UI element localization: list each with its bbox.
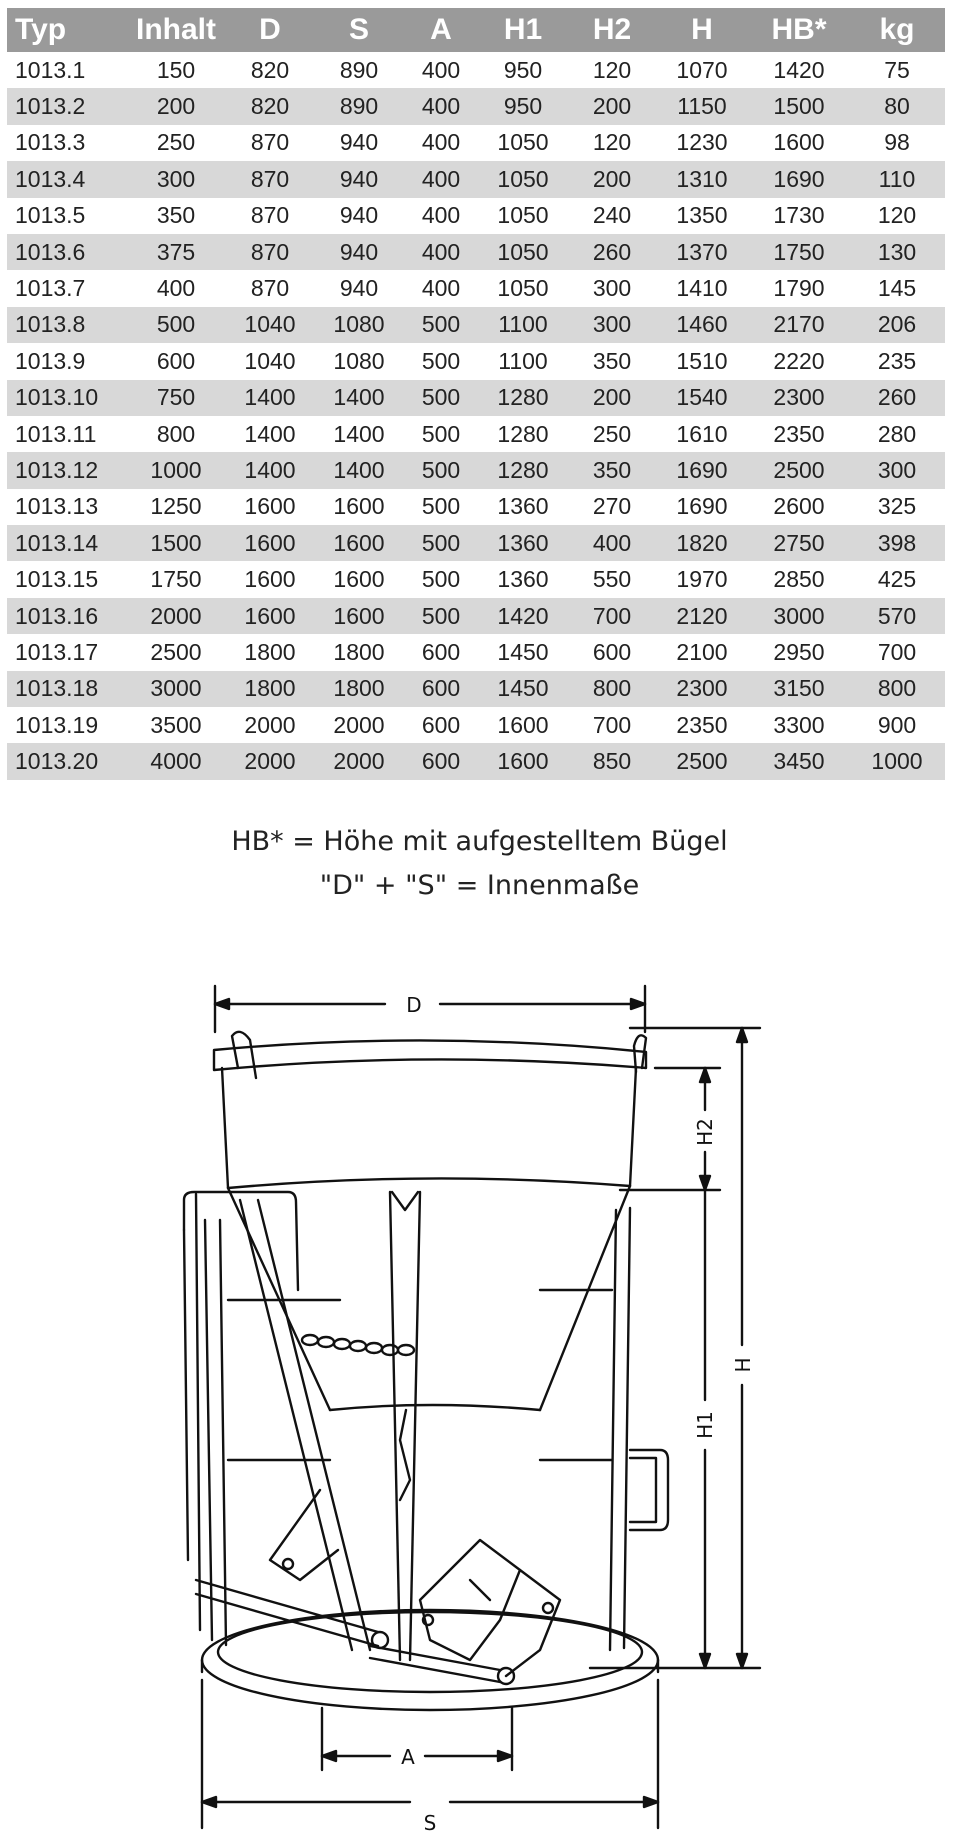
table-cell: 2500 <box>150 638 202 665</box>
table-cell: 1690 <box>676 493 728 520</box>
table-cell: 375 <box>125 234 227 270</box>
table-cell: 235 <box>877 347 917 374</box>
table-row <box>7 489 945 525</box>
table-row <box>7 525 945 561</box>
table-cell: 2500 <box>749 452 849 488</box>
table-cell: 1500 <box>125 525 227 561</box>
table-cell: 398 <box>849 525 945 561</box>
table-cell: 940 <box>339 275 379 302</box>
table-cell: 1050 <box>497 129 549 156</box>
table-cell: 1250 <box>150 493 202 520</box>
table-cell: 1600 <box>773 129 825 156</box>
column-header: H1 <box>477 8 569 52</box>
table-cell: 1800 <box>244 638 296 665</box>
table-cell: 800 <box>156 420 196 447</box>
table-cell: 2850 <box>773 566 825 593</box>
table-row <box>7 125 945 161</box>
table-cell: 2350 <box>676 711 728 738</box>
table-cell: 2100 <box>676 638 728 665</box>
table-cell: 1600 <box>477 743 569 779</box>
table-cell: 206 <box>849 307 945 343</box>
table-cell: 2000 <box>227 743 313 779</box>
table-cell: 1013.2 <box>7 88 125 124</box>
table-cell: 1280 <box>477 380 569 416</box>
table-cell: 200 <box>569 380 655 416</box>
table-cell: 1280 <box>477 452 569 488</box>
table-cell: 300 <box>125 161 227 197</box>
table-cell: 2000 <box>333 711 385 738</box>
table-cell: 1013.10 <box>7 380 125 416</box>
table-cell: 2500 <box>655 743 749 779</box>
column-header: HB* <box>749 8 849 52</box>
bucket-frame <box>184 1192 668 1650</box>
table-cell: 130 <box>849 234 945 270</box>
table-cell: 1013.7 <box>15 275 86 302</box>
table-cell: 1460 <box>655 307 749 343</box>
table-row <box>7 270 945 306</box>
table-cell: 1050 <box>477 161 569 197</box>
table-cell: 1600 <box>244 493 296 520</box>
table-cell: 1013.5 <box>15 202 86 229</box>
table-cell: 270 <box>592 493 632 520</box>
table-cell: 940 <box>313 161 405 197</box>
table-cell: 3300 <box>773 711 825 738</box>
table-row <box>7 88 945 124</box>
table-cell: 2220 <box>773 347 825 374</box>
table-cell: 4000 <box>125 743 227 779</box>
table-cell: 350 <box>569 452 655 488</box>
table-cell: 3150 <box>749 671 849 707</box>
table-cell: 940 <box>339 202 379 229</box>
table-cell: 850 <box>569 743 655 779</box>
table-cell: 1040 <box>244 347 296 374</box>
table-cell: 1800 <box>333 638 385 665</box>
table-cell: 1400 <box>313 380 405 416</box>
table-cell: 145 <box>877 275 917 302</box>
table-cell: 900 <box>877 711 917 738</box>
table-cell: 3000 <box>749 598 849 634</box>
table-cell: 600 <box>592 638 632 665</box>
table-cell: 150 <box>156 56 196 83</box>
bucket-chain <box>302 1335 414 1355</box>
table-cell: 200 <box>125 88 227 124</box>
table-cell: 200 <box>569 88 655 124</box>
table-cell: 870 <box>250 129 290 156</box>
table-cell: 700 <box>592 711 632 738</box>
table-cell: 1510 <box>676 347 728 374</box>
table-row <box>7 161 945 197</box>
table-cell: 1750 <box>150 566 202 593</box>
table-cell: 600 <box>421 638 461 665</box>
column-header: D <box>227 8 313 52</box>
table-cell: 600 <box>421 711 461 738</box>
table-cell: 260 <box>569 234 655 270</box>
table-cell: 500 <box>421 420 461 447</box>
table-cell: 1370 <box>655 234 749 270</box>
table-row <box>7 743 945 779</box>
table-cell: 350 <box>156 202 196 229</box>
table-cell: 1400 <box>244 420 296 447</box>
table-cell: 350 <box>592 347 632 374</box>
table-cell: 1013.18 <box>7 671 125 707</box>
table-cell: 400 <box>421 202 461 229</box>
table-cell: 1080 <box>313 307 405 343</box>
table-cell: 600 <box>405 671 477 707</box>
dimension-a <box>322 1708 512 1770</box>
table-cell: 3000 <box>125 671 227 707</box>
table-cell: 1100 <box>477 307 569 343</box>
table-cell: 300 <box>592 275 632 302</box>
spec-table-container <box>7 8 945 780</box>
column-header: Typ <box>7 8 125 52</box>
table-cell: 1013.6 <box>7 234 125 270</box>
table-row <box>7 380 945 416</box>
table-row <box>7 234 945 270</box>
table-cell: 1750 <box>749 234 849 270</box>
table-cell: 2000 <box>125 598 227 634</box>
table-cell: 250 <box>592 420 632 447</box>
table-cell: 2950 <box>773 638 825 665</box>
column-header: H2 <box>569 8 655 52</box>
table-cell: 260 <box>849 380 945 416</box>
table-cell: 1050 <box>497 202 549 229</box>
table-body <box>7 52 945 780</box>
table-row <box>7 707 945 743</box>
table-cell: 940 <box>313 234 405 270</box>
table-cell: 1360 <box>477 525 569 561</box>
table-cell: 2300 <box>655 671 749 707</box>
table-cell: 2350 <box>773 420 825 447</box>
table-cell: 1600 <box>227 598 313 634</box>
table-cell: 400 <box>156 275 196 302</box>
table-cell: 1820 <box>655 525 749 561</box>
table-cell: 1600 <box>497 711 549 738</box>
table-cell: 600 <box>405 743 477 779</box>
table-cell: 400 <box>405 88 477 124</box>
dimension-s <box>202 1680 658 1835</box>
table-cell: 500 <box>405 307 477 343</box>
table-cell: 550 <box>592 566 632 593</box>
table-cell: 1400 <box>333 420 385 447</box>
table-cell: 800 <box>849 671 945 707</box>
table-cell: 750 <box>125 380 227 416</box>
table-cell: 1350 <box>676 202 728 229</box>
table-cell: 1013.3 <box>15 129 86 156</box>
note-hb: HB* = Höhe mit aufgestelltem Bügel <box>231 826 728 857</box>
label-h2: H2 <box>693 1118 717 1146</box>
table-cell: 325 <box>877 493 917 520</box>
table-cell: 1230 <box>676 129 728 156</box>
table-cell: 400 <box>421 56 461 83</box>
table-cell: 2170 <box>749 307 849 343</box>
label-h1: H1 <box>693 1411 717 1439</box>
table-cell: 2120 <box>655 598 749 634</box>
table-cell: 1600 <box>333 566 385 593</box>
table-cell: 400 <box>421 129 461 156</box>
table-cell: 500 <box>405 525 477 561</box>
table-cell: 1400 <box>313 452 405 488</box>
table-cell: 1013.13 <box>15 493 99 520</box>
label-d: D <box>406 993 422 1017</box>
table-cell: 500 <box>421 347 461 374</box>
column-header: H <box>655 8 749 52</box>
column-header: A <box>405 8 477 52</box>
notes <box>0 820 959 908</box>
table-cell: 1100 <box>498 347 548 374</box>
table-cell: 1420 <box>773 56 825 83</box>
table-cell: 1150 <box>655 88 749 124</box>
table-cell: 2600 <box>773 493 825 520</box>
table-cell: 110 <box>849 161 945 197</box>
table-cell: 1013.14 <box>7 525 125 561</box>
table-cell: 120 <box>592 129 632 156</box>
table-cell: 425 <box>877 566 917 593</box>
table-cell: 500 <box>421 493 461 520</box>
table-cell: 400 <box>569 525 655 561</box>
label-h: H <box>731 1357 755 1373</box>
table-cell: 950 <box>477 88 569 124</box>
label-a: A <box>401 1745 415 1769</box>
table-cell: 120 <box>592 56 632 83</box>
table-cell: 1600 <box>333 493 385 520</box>
table-cell: 870 <box>227 234 313 270</box>
table-cell: 1400 <box>227 452 313 488</box>
table-cell: 1800 <box>227 671 313 707</box>
table-cell: 1013.11 <box>15 420 97 447</box>
table-cell: 240 <box>592 202 632 229</box>
table-cell: 1500 <box>749 88 849 124</box>
table-cell: 1690 <box>655 452 749 488</box>
table-cell: 1310 <box>655 161 749 197</box>
table-cell: 500 <box>405 598 477 634</box>
table-cell: 400 <box>405 161 477 197</box>
table-cell: 890 <box>339 56 379 83</box>
table-cell: 1450 <box>477 671 569 707</box>
table-cell: 1280 <box>497 420 549 447</box>
table-row <box>7 416 945 452</box>
table-cell: 1040 <box>227 307 313 343</box>
table-cell: 2000 <box>313 743 405 779</box>
table-row <box>7 671 945 707</box>
table-cell: 890 <box>313 88 405 124</box>
table-cell: 870 <box>250 202 290 229</box>
table-cell: 500 <box>421 566 461 593</box>
table-cell: 3450 <box>749 743 849 779</box>
dimension-d <box>215 986 645 1032</box>
table-cell: 300 <box>849 452 945 488</box>
column-header: kg <box>849 8 945 52</box>
table-cell: 1690 <box>749 161 849 197</box>
table-cell: 870 <box>250 275 290 302</box>
table-cell: 1400 <box>227 380 313 416</box>
table-cell: 1013.12 <box>7 452 125 488</box>
table-cell: 1730 <box>773 202 825 229</box>
table-row <box>7 307 945 343</box>
table-cell: 1600 <box>313 598 405 634</box>
table-row <box>7 52 945 88</box>
table-cell: 1013.9 <box>15 347 86 374</box>
table-row <box>7 343 945 379</box>
table-cell: 1013.20 <box>7 743 125 779</box>
table-cell: 300 <box>569 307 655 343</box>
table-cell: 1410 <box>676 275 728 302</box>
table-cell: 1360 <box>497 493 549 520</box>
table-cell: 600 <box>156 347 196 374</box>
table-cell: 98 <box>884 129 910 156</box>
table-cell: 700 <box>877 638 917 665</box>
table-cell: 870 <box>227 161 313 197</box>
table-cell: 400 <box>421 275 461 302</box>
table-cell: 120 <box>877 202 917 229</box>
table-cell: 1080 <box>333 347 385 374</box>
table-row <box>7 561 945 597</box>
table-cell: 1013.17 <box>15 638 99 665</box>
table-cell: 1600 <box>313 525 405 561</box>
column-header: Inhalt <box>125 8 227 52</box>
table-cell: 2000 <box>244 711 296 738</box>
label-s: S <box>423 1811 437 1835</box>
table-cell: 1013.16 <box>7 598 125 634</box>
table-cell: 820 <box>250 56 290 83</box>
concrete-bucket-drawing <box>0 960 959 1840</box>
table-cell: 1013.19 <box>15 711 99 738</box>
table-cell: 800 <box>569 671 655 707</box>
table-cell: 500 <box>405 380 477 416</box>
table-cell: 1013.8 <box>7 307 125 343</box>
table-cell: 1050 <box>497 275 549 302</box>
table-cell: 1013.1 <box>15 56 86 83</box>
table-cell: 700 <box>569 598 655 634</box>
spec-table <box>7 8 945 780</box>
table-cell: 75 <box>884 56 910 83</box>
header-row <box>7 8 945 52</box>
table-cell: 1450 <box>497 638 549 665</box>
table-row <box>7 198 945 234</box>
table-cell: 280 <box>877 420 917 447</box>
table-header <box>7 8 945 52</box>
table-cell: 1070 <box>676 56 728 83</box>
table-cell: 1610 <box>676 420 728 447</box>
table-cell: 80 <box>849 88 945 124</box>
table-cell: 500 <box>405 452 477 488</box>
table-cell: 1600 <box>244 566 296 593</box>
table-cell: 950 <box>503 56 543 83</box>
table-row <box>7 452 945 488</box>
table-cell: 500 <box>125 307 227 343</box>
note-inner-dimensions: "D" + "S" = Innenmaße <box>319 870 640 901</box>
table-cell: 250 <box>156 129 196 156</box>
table-row <box>7 598 945 634</box>
table-cell: 1000 <box>125 452 227 488</box>
table-cell: 200 <box>569 161 655 197</box>
table-row <box>7 634 945 670</box>
table-cell: 2300 <box>749 380 849 416</box>
table-cell: 1540 <box>655 380 749 416</box>
table-cell: 1790 <box>773 275 825 302</box>
table-cell: 1013.15 <box>15 566 99 593</box>
table-cell: 3500 <box>150 711 202 738</box>
table-cell: 1420 <box>477 598 569 634</box>
table-cell: 1013.4 <box>7 161 125 197</box>
table-cell: 2750 <box>749 525 849 561</box>
table-cell: 1800 <box>313 671 405 707</box>
table-cell: 1600 <box>227 525 313 561</box>
table-cell: 1360 <box>497 566 549 593</box>
table-cell: 1970 <box>676 566 728 593</box>
table-cell: 1000 <box>849 743 945 779</box>
table-cell: 940 <box>339 129 379 156</box>
dimension-heights <box>590 1028 760 1668</box>
table-cell: 570 <box>849 598 945 634</box>
table-cell: 820 <box>227 88 313 124</box>
column-header: S <box>313 8 405 52</box>
table-cell: 400 <box>405 234 477 270</box>
table-cell: 1050 <box>477 234 569 270</box>
